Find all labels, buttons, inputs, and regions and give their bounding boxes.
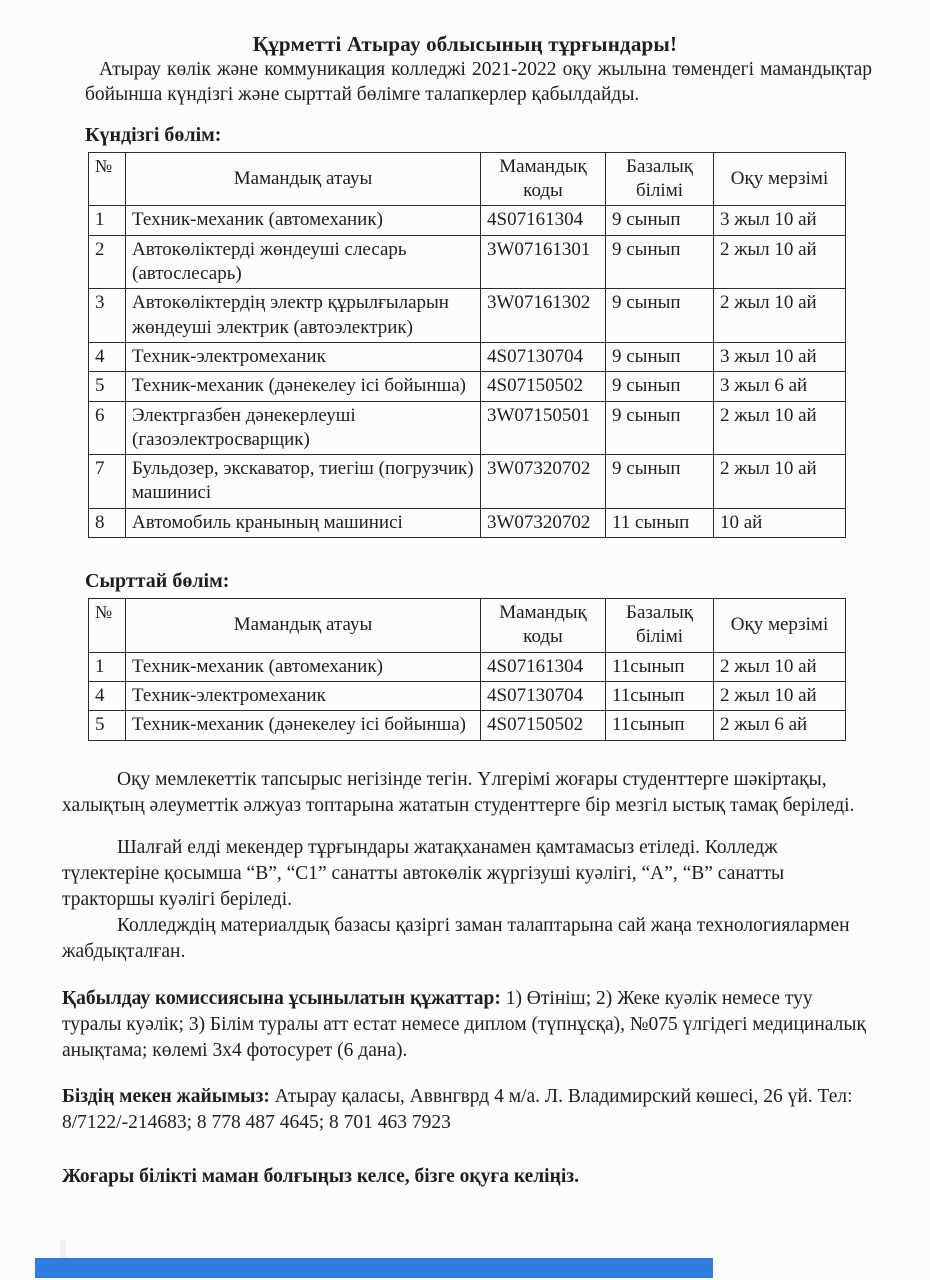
row-name: Техник-механик (автомеханик) [126,206,481,235]
paragraph-address [62,1084,872,1136]
row-duration: 3 жыл 6 ай [714,372,846,401]
table-row [89,682,846,711]
row-name: Техник-электромеханик [126,342,481,371]
row-duration: 10 ай [714,508,846,537]
row-duration: 3 жыл 10 ай [714,342,846,371]
row-code: 4S07130704 [481,342,606,371]
row-base: 9 сынып [606,289,714,343]
row-name: Техник-механик (дәнекелеу ісі бойынша) [126,372,481,401]
address-text: Атырау қаласы, Аввнгврд 4 м/а. Л. Владимирский көшесі, 26 үй. Тел: 8/7122/-214683; 8 778 487 4645; 8 701 463 7923 [62,1085,853,1133]
row-num: 5 [89,711,126,740]
column-header-code: Мамандық коды [481,599,606,653]
column-header-base: Базалық білімі [606,599,714,653]
row-duration: 2 жыл 10 ай [714,235,846,289]
table-row [89,206,846,235]
row-code: 4S07161304 [481,652,606,681]
column-header-num: № [89,152,126,206]
row-name: Автомобиль кранының машинисі [126,508,481,537]
paragraph-free-education: Оқу мемлекеттік тапсырыс негізінде тегін. Үлгерімі жоғары студенттерге шәкіртақы, халықтың әлеуметтік әлжуаз топтарына жататын студенттерге бір мезгіл ыстық тамақ беріледі. [62,768,855,816]
row-base: 9 сынып [606,455,714,509]
row-base: 11 сынып [606,508,714,537]
row-code: 3W07150501 [481,401,606,455]
parttime-table [88,598,846,741]
column-header-code: Мамандық коды [481,152,606,206]
row-code: 3W07320702 [481,455,606,509]
row-name: Техник-механик (автомеханик) [126,652,481,681]
row-duration: 2 жыл 10 ай [714,455,846,509]
documents-label: Қабылдау комиссиясына ұсынылатын құжаттар: [62,987,501,1009]
table-row [89,342,846,371]
row-code: 3W07161302 [481,289,606,343]
intro-paragraph: Атырау көлік және коммуникация колледжі 2021-2022 оқу жылына төмендегі мамандықтар бойынша күндізгі және сырттай бөлімге талапкерлер қабылдайды. [85,59,872,106]
row-base: 9 сынып [606,206,714,235]
closing-statement: Жоғары білікті маман болғыңыз келсе, бізге оқуға келіңіз. [62,1166,579,1188]
documents-text: 1) Өтініш; 2) Жеке куәлік немесе туу туралы куәлік; 3) Білім туралы атт естат немесе диплом (түпнұсқа), №075 үлгідегі медициналық анықтама; көлемі 3х4 фотосурет (6 дана). [62,987,866,1061]
column-header-duration: Оқу мерзімі [714,152,846,206]
column-header-name: Мамандық атауы [126,599,481,653]
table-row [89,372,846,401]
row-code: 4S07150502 [481,711,606,740]
table-row [89,235,846,289]
paragraph-dormitory-licenses: Шалғай елді мекендер тұрғындары жатақханамен қамтамасыз етіледі. Колледж түлектеріне қосымша “В”, “С1” санатты автокөлік жүргізуші куәлігі, “А”, “В” санатты тракторшы куәлігі беріледі. [62,836,785,911]
row-base: 11сынып [606,652,714,681]
fulltime-table [88,152,846,538]
row-base: 11сынып [606,682,714,711]
row-code: 4S07130704 [481,682,606,711]
row-code: 4S07161304 [481,206,606,235]
row-base: 9 сынып [606,235,714,289]
row-duration: 2 жыл 10 ай [714,682,846,711]
row-base: 9 сынып [606,372,714,401]
row-num: 4 [89,342,126,371]
table-row [89,401,846,455]
row-base: 11сынып [606,711,714,740]
row-code: 3W07320702 [481,508,606,537]
row-code: 3W07161301 [481,235,606,289]
row-num: 1 [89,652,126,681]
row-duration: 2 жыл 10 ай [714,652,846,681]
row-base: 9 сынып [606,401,714,455]
column-header-name: Мамандық атауы [126,152,481,206]
table-row [89,652,846,681]
column-header-base: Базалық білімі [606,152,714,206]
table-header-row [89,152,846,206]
column-header-num: № [89,599,126,653]
body-text-block [62,767,872,1191]
address-label: Біздің мекен жайымыз: [62,1085,270,1107]
row-code: 4S07150502 [481,372,606,401]
row-num: 2 [89,235,126,289]
row-num: 4 [89,682,126,711]
fulltime-section-heading: Күндізгі бөлім: [85,123,222,146]
row-name: Автокөліктердің электр құрылғыларын жөндеуші электрик (автоэлектрик) [126,289,481,343]
row-name: Техник-электромеханик [126,682,481,711]
row-num: 7 [89,455,126,509]
row-name: Бульдозер, экскаватор, тиегіш (погрузчик) машинисі [126,455,481,509]
row-base: 9 сынып [606,342,714,371]
bottom-accent-bar [35,1258,713,1278]
row-name: Автокөліктерді жөндеуші слесарь (автослесарь) [126,235,481,289]
row-num: 6 [89,401,126,455]
row-duration: 2 жыл 10 ай [714,289,846,343]
page-title: Құрметті Атырау облысының тұрғындары! [252,32,678,56]
table-header-row [89,599,846,653]
table-row [89,289,846,343]
parttime-section-heading: Сырттай бөлім: [85,570,230,593]
row-num: 5 [89,372,126,401]
table-row [89,455,846,509]
row-duration: 2 жыл 10 ай [714,401,846,455]
row-name: Электргазбен дәнекерлеуші (газоэлектросварщик) [126,401,481,455]
row-name: Техник-механик (дәнекелеу ісі бойынша) [126,711,481,740]
row-duration: 2 жыл 6 ай [714,711,846,740]
paragraph-material-base: Колледждің материалдық базасы қазіргі заман талаптарына сай жаңа технологиялармен жабдықталған. [62,915,850,963]
row-num: 1 [89,206,126,235]
column-header-duration: Оқу мерзімі [714,599,846,653]
row-num: 3 [89,289,126,343]
table-row [89,711,846,740]
table-row [89,508,846,537]
paragraph-required-documents [62,986,872,1064]
row-duration: 3 жыл 10 ай [714,206,846,235]
row-num: 8 [89,508,126,537]
